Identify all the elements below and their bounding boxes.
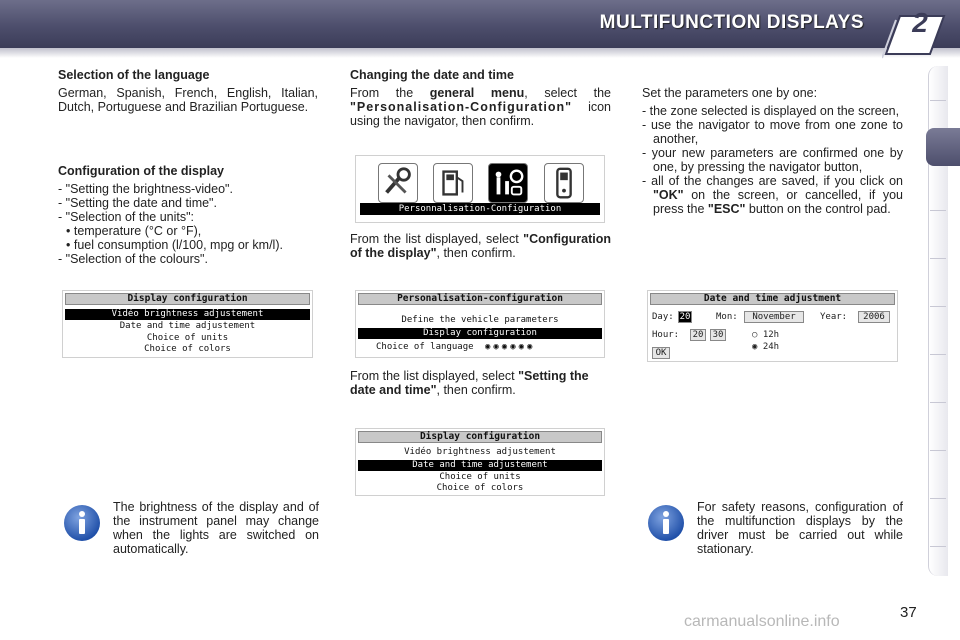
ok-button[interactable]: OK bbox=[652, 347, 670, 359]
settings-sliders-icon bbox=[488, 163, 528, 203]
column-config-display bbox=[58, 164, 318, 266]
screen-title: Personalisation-configuration bbox=[358, 293, 602, 305]
column-date-time bbox=[350, 68, 611, 128]
tab-divider bbox=[930, 100, 946, 101]
config-sub-item: • fuel consumption (l/100, mpg or km/l). bbox=[66, 238, 283, 252]
screen-personalisation-list bbox=[355, 290, 605, 358]
screen-personalisation-icons bbox=[355, 155, 605, 223]
config-item: - "Setting the brightness-video". bbox=[58, 182, 233, 196]
screen-display-config-2 bbox=[355, 428, 605, 496]
parameters-item: - your new parameters are confirmed one by one, by pressing the navigator button, bbox=[642, 146, 903, 174]
screen-menu-bar: Personnalisation-Configuration bbox=[360, 203, 600, 215]
page-title: MULTIFUNCTION DISPLAYS bbox=[599, 12, 864, 33]
tab-divider bbox=[930, 258, 946, 259]
column-set-parameters bbox=[642, 86, 903, 216]
safety-note: For safety reasons, configuration of the multifunction displays by the driver must be carried out while stationary. bbox=[697, 500, 903, 556]
screen-row-selected: Date and time adjustement bbox=[358, 460, 602, 471]
parameters-item: - the zone selected is displayed on the screen, bbox=[642, 104, 900, 118]
watermark: carmanualsonline.info bbox=[684, 613, 840, 630]
column-language-display bbox=[58, 68, 318, 114]
screen-title: Display configuration bbox=[358, 431, 602, 443]
tab-divider bbox=[930, 546, 946, 547]
day-label: Day: bbox=[652, 312, 674, 322]
parameters-item: - use the navigator to move from one zone to another, bbox=[642, 118, 903, 146]
tab-divider bbox=[930, 450, 946, 451]
mode-12h-option[interactable]: ○ 12h bbox=[752, 330, 780, 340]
config-display-step bbox=[350, 232, 611, 260]
config-item: - "Selection of the colours". bbox=[58, 252, 208, 266]
parameters-item-save: - all of the changes are saved, if you click on "OK" on the screen, or cancelled, if you press the "ESC" button on the control pad. bbox=[642, 174, 903, 216]
date-time-step-text: From the list displayed, select "Setting the date and time", then confirm. bbox=[350, 369, 589, 397]
screen-row-selected: Vidéo brightness adjustement bbox=[65, 309, 310, 320]
config-item: - "Selection of the units": bbox=[58, 210, 195, 224]
config-heading: Configuration of the display bbox=[58, 164, 224, 178]
screen-row: Choice of colors bbox=[436, 483, 524, 493]
screen-date-time-adjustment bbox=[647, 290, 898, 362]
screen-row: Vidéo brightness adjustement bbox=[404, 447, 556, 457]
info-icon bbox=[62, 503, 102, 543]
chapter-number: 2 bbox=[912, 7, 928, 38]
screen-row: Choice of colors bbox=[144, 344, 231, 354]
tab-divider bbox=[930, 354, 946, 355]
tab-divider bbox=[930, 306, 946, 307]
month-field[interactable]: November bbox=[744, 311, 804, 323]
page-number: 37 bbox=[900, 604, 917, 621]
tab-divider bbox=[930, 402, 946, 403]
screen-row: Date and time adjustement bbox=[119, 321, 256, 331]
screen-row: Define the vehicle parameters bbox=[401, 315, 559, 325]
header-shadow bbox=[0, 48, 960, 58]
chapter-tab-active[interactable] bbox=[926, 128, 960, 166]
minute-field[interactable]: 30 bbox=[710, 329, 726, 341]
mode-24h-option[interactable]: ◉ 24h bbox=[752, 342, 780, 352]
screen-title: Date and time adjustment bbox=[650, 293, 895, 305]
config-item: - "Setting the date and time". bbox=[58, 196, 217, 210]
year-field[interactable]: 2006 bbox=[858, 311, 890, 323]
phone-icon bbox=[544, 163, 584, 203]
screen-title: Display configuration bbox=[65, 293, 310, 305]
year-label: Year: bbox=[820, 312, 848, 322]
screen-row-language: Choice of language ◉◉◉◉◉◉ bbox=[376, 342, 536, 352]
fuel-pump-icon bbox=[433, 163, 473, 203]
screen-row: Choice of units bbox=[439, 472, 521, 482]
parameters-intro: Set the parameters one by one: bbox=[642, 86, 818, 100]
config-display-step-text: From the list displayed, select "Configuration of the display", then confirm. bbox=[350, 232, 611, 260]
brightness-note: The brightness of the display and of the instrument panel may change when the lights are switched on automatically. bbox=[113, 500, 319, 556]
date-time-intro: From the general menu, select the "Personalisation-Configuration" icon using the navigator, then confirm. bbox=[350, 86, 611, 128]
screen-row-selected: Display configuration bbox=[358, 328, 602, 339]
radio-empty-icon: ○ bbox=[752, 330, 763, 340]
date-time-heading: Changing the date and time bbox=[350, 68, 514, 82]
screen-row: Choice of units bbox=[146, 333, 229, 343]
language-heading: Selection of the language bbox=[58, 68, 210, 82]
hour-field[interactable]: 20 bbox=[690, 329, 706, 341]
radio-checked-icon: ◉ bbox=[752, 342, 763, 352]
tools-icon bbox=[378, 163, 418, 203]
month-label: Mon: bbox=[716, 312, 738, 322]
date-time-step bbox=[350, 369, 611, 397]
screen-display-config-1 bbox=[62, 290, 313, 358]
config-sub-item: • temperature (°C or °F), bbox=[66, 224, 202, 238]
tab-divider bbox=[930, 210, 946, 211]
day-field[interactable]: 20 bbox=[679, 312, 691, 322]
hour-label: Hour: bbox=[652, 330, 680, 340]
language-text: German, Spanish, French, English, Italian, Dutch, Portuguese and Brazilian Portuguese. bbox=[58, 86, 318, 114]
language-flag-icons: ◉◉◉◉◉◉ bbox=[484, 342, 536, 352]
info-icon bbox=[646, 503, 686, 543]
tab-divider bbox=[930, 498, 946, 499]
